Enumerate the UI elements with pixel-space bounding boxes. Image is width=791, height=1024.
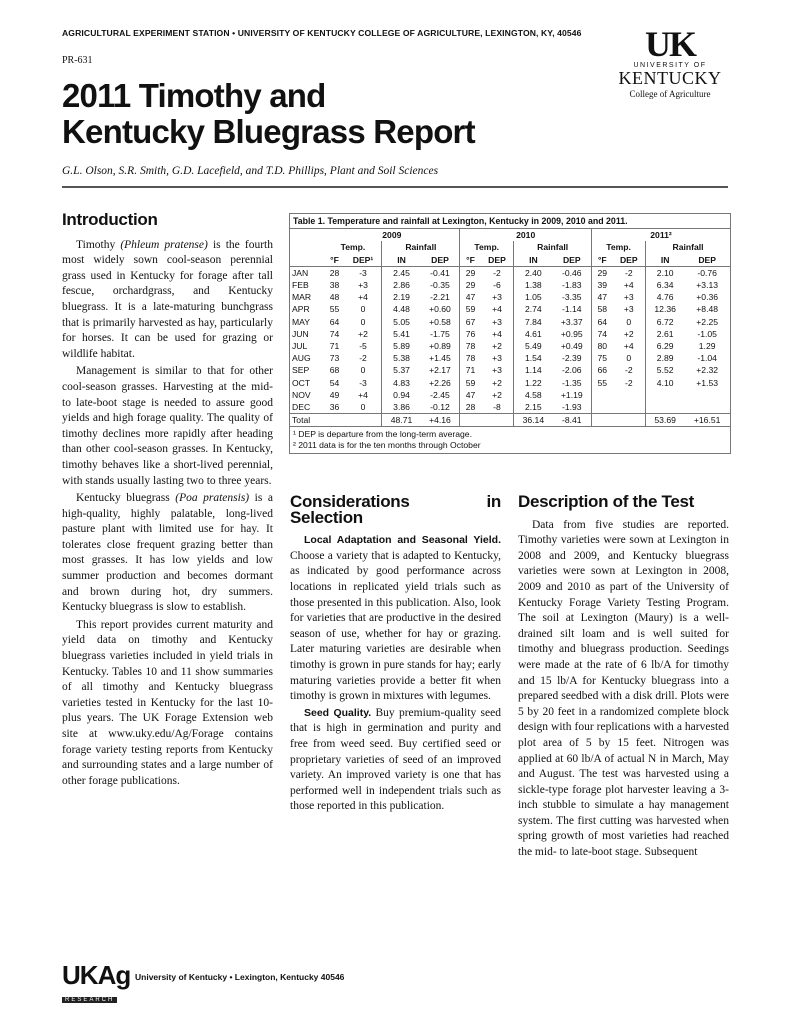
publication-number: PR-631 (62, 55, 93, 66)
table-row (290, 328, 730, 340)
value-cell: +3 (623, 304, 634, 315)
value-cell: 64 (329, 316, 340, 327)
value-cell: -8 (493, 402, 501, 413)
total-cell (460, 414, 481, 427)
value-cell: +0.49 (560, 341, 583, 352)
value-cell: +4 (358, 389, 368, 400)
group-rainfall: Rainfall (382, 241, 460, 253)
value-cell: 2.15 (514, 401, 553, 414)
value-cell: +4 (358, 292, 368, 303)
value-cell (592, 389, 613, 401)
value-cell: -6 (493, 280, 501, 291)
value-cell: 7.84 (514, 316, 553, 328)
value-cell: +0.89 (429, 341, 451, 352)
title-rule (62, 186, 728, 188)
description-heading: Description of the Test (518, 492, 695, 511)
university-address: UNIVERSITY OF KENTUCKY COLLEGE OF AGRICULTURE, LEXINGTON, KY, 40546 (237, 28, 582, 38)
table-row (290, 364, 730, 376)
value-cell: 1.29 (698, 341, 716, 352)
table-row (290, 316, 730, 328)
logo-kentucky: KENTUCKY (618, 68, 722, 88)
value-cell: 66 (592, 364, 613, 376)
value-cell: 2.89 (646, 352, 685, 364)
value-cell: 71 (329, 341, 340, 352)
table-caption: Table 1. Temperature and rainfall at Lexington, Kentucky in 2009, 2010 and 2011. (290, 214, 730, 229)
value-cell (684, 401, 730, 414)
value-cell: 28 (329, 267, 340, 278)
footer-logo-research: RESEARCH (62, 997, 117, 1003)
value-cell: 47 (460, 291, 481, 303)
value-cell: 58 (592, 303, 613, 315)
value-cell: -0.46 (561, 267, 582, 278)
value-cell: +3.13 (696, 280, 719, 291)
subheader-cell: DEP (552, 254, 591, 267)
authors: G.L. Olson, S.R. Smith, G.D. Lacefield, and T.D. Phillips, Plant and Soil Sciences (62, 165, 439, 177)
value-cell: +4 (492, 328, 502, 339)
subheader-cell: DEP¹ (345, 254, 382, 267)
subheader-cell: DEP (613, 254, 646, 267)
value-cell: 80 (592, 340, 613, 352)
footnote-2: ² 2011 data is for the ten months through October (293, 440, 481, 451)
value-cell: 4.48 (382, 303, 421, 315)
month-cell: JUL (292, 341, 308, 352)
table-row (290, 303, 730, 315)
group-temp: Temp. (592, 241, 646, 253)
value-cell: 5.89 (382, 340, 421, 352)
group-temp: Temp. (340, 242, 366, 253)
considerations-paragraph-1: Local Adaptation and Seasonal Yield. Choose a variety that is adapted to Kentucky, as indicated by good performance across locations in replicated yield trials such as those presented in this publication. Also, look for varieties that are productive in the desired season of use, whether for hay or grazing. Later maturing varieties are desirable when timothy is grown in pure stands for hay; early maturing varieties provide a better fit when timothy is grown in mixtures with legumes. (290, 534, 501, 703)
value-cell: 36 (329, 402, 340, 413)
description-paragraph-1: Data from five studies are reported. Timothy varieties were sown at Lexington in 2008 and 2009, and Kentucky bluegrass varieties were sown at Lexington in 2008, 2009 and 2010 as part of the University of Kentucky Forage Variety Testing Program. The soil at Lexington (Maury) is a well-drained silt loam and is well suited for timothy and bluegrass production. Seedings were made at the rate of 6 lb/A for timothy and 15 lb/A for Kentucky bluegrass into a prepared seedbed with a disk drill. Plots were 5 by 20 feet in a randomized complete block design with four replications with a harvested plot area of 5 by 15 feet. Nitrogen was applied at 60 lb/A of actual N in March, May and August. The test was harvested using a sickle-type forage plot harvester leaving a 3-inch stubble to simulate a hay management system. The first cutting was harvested when spring growth of most varieties had reached the mid- to late-boot stage. Subsequent (518, 518, 729, 859)
value-cell: 59 (460, 303, 481, 315)
year-2009: 2009 (382, 230, 402, 241)
table-row (290, 401, 730, 414)
header-separator: • (229, 28, 238, 38)
value-cell: 67 (460, 316, 481, 328)
value-cell: -3.35 (561, 292, 582, 303)
title-line-2: Kentucky Bluegrass Report (62, 113, 475, 150)
value-cell: +3 (492, 316, 502, 327)
value-cell: -0.41 (430, 267, 450, 278)
value-cell: 64 (592, 316, 613, 328)
value-cell: +1.53 (696, 377, 719, 388)
value-cell: +1.45 (429, 353, 451, 364)
total-cell: -8.41 (552, 414, 591, 427)
value-cell: 48 (329, 292, 340, 303)
table-footnotes (290, 426, 730, 453)
considerations-paragraph-2: Seed Quality. Buy premium-quality seed that is high in germination and purity and free from weed seed. Buy certified seed or proprietary varieties of seed of an improved variety. An improved variety is one that has performed well in independent trials such as those reported in this publication. (290, 706, 501, 813)
table-row (290, 377, 730, 389)
month-cell: OCT (292, 377, 311, 388)
month-cell: DEC (292, 402, 311, 413)
total-cell (613, 414, 646, 427)
value-cell: +2 (492, 377, 502, 388)
value-cell: 0 (360, 304, 366, 315)
total-cell (481, 414, 514, 427)
value-cell: 38 (329, 280, 340, 291)
group-temp: Temp. (460, 241, 514, 253)
value-cell: 2.74 (514, 303, 553, 315)
value-cell: 4.58 (514, 389, 553, 401)
value-cell: 1.54 (514, 352, 553, 364)
footer-logo-uk: UK (62, 960, 98, 990)
value-cell: -3 (359, 377, 367, 388)
footnote-1: ¹ DEP is departure from the long-term average. (293, 429, 472, 440)
introduction-section (62, 212, 273, 789)
value-cell: 0 (360, 402, 366, 413)
value-cell: 78 (460, 340, 481, 352)
total-cell: 36.14 (514, 414, 553, 427)
value-cell: 4.83 (382, 377, 421, 389)
value-cell: 73 (329, 353, 340, 364)
total-row (290, 414, 730, 427)
value-cell: 2.86 (382, 279, 421, 291)
value-cell: -2 (624, 377, 633, 388)
value-cell: 29 (460, 279, 481, 291)
total-cell (592, 414, 613, 427)
value-cell: 0.94 (382, 389, 421, 401)
subheader-cell: DEP (421, 254, 460, 267)
value-cell: 76 (460, 328, 481, 340)
title-line-1: 2011 Timothy and (62, 77, 326, 114)
station-header (62, 28, 582, 38)
table-row (290, 340, 730, 352)
table-row (290, 352, 730, 364)
value-cell: +4 (492, 304, 502, 315)
value-cell: 39 (592, 279, 613, 291)
value-cell: 5.41 (382, 328, 421, 340)
value-cell: +3 (492, 365, 502, 376)
value-cell: 59 (460, 377, 481, 389)
value-cell: +2.25 (696, 316, 719, 327)
value-cell: -0.35 (430, 280, 450, 291)
value-cell: +2.26 (429, 377, 451, 388)
subheader-cell: °F (460, 254, 481, 267)
value-cell: 29 (592, 266, 613, 279)
value-cell: -1.93 (561, 402, 582, 413)
value-cell: +2 (358, 328, 368, 339)
month-cell: APR (292, 304, 310, 315)
value-cell: 47 (460, 389, 481, 401)
footer-address: University of Kentucky • Lexington, Kentucky 40546 (135, 972, 345, 982)
page-title (62, 78, 475, 150)
value-cell: -2 (359, 353, 367, 364)
month-cell: NOV (292, 389, 311, 400)
month-cell: MAY (292, 316, 310, 327)
value-cell: +3.37 (560, 316, 583, 327)
value-cell: +2 (492, 389, 502, 400)
intro-paragraph-4: This report provides current maturity and yield data on timothy and Kentucky bluegrass varieties included in yield trials in Kentucky. Tables 10 and 11 show summaries of all timothy and Kentucky bluegrass varieties tested in Kentucky for the last 10-plus years. The UK Forage Extension web site at www.uky.edu/Ag/Forage contains forage variety testing reports from Kentucky and surrounding states and a large number of other forage publications. (62, 618, 273, 787)
value-cell (613, 401, 646, 414)
value-cell: 0 (360, 316, 366, 327)
subheader-cell: °F (324, 254, 344, 267)
seed-quality-runin: Seed Quality. (304, 706, 372, 719)
intro-paragraph-3: Kentucky bluegrass (Poa pratensis) is a high-quality, highly palatable, long-lived pasture plant with limited use for hay. It tolerates close frequent grazing better than most grasses. It has low yields and low summer production and becomes dormant and brown during hot, dry summers. Kentucky bluegrass is slow to establish. (62, 492, 273, 614)
value-cell: 2.10 (646, 266, 685, 279)
value-cell: 1.22 (514, 377, 553, 389)
description-section (518, 494, 729, 861)
value-cell: 3.86 (382, 401, 421, 414)
value-cell: 4.61 (514, 328, 553, 340)
value-cell: +2.32 (696, 365, 719, 376)
value-cell (684, 389, 730, 401)
value-cell: 2.40 (514, 266, 553, 279)
ukag-research-logo (62, 962, 130, 1006)
value-cell: 1.05 (514, 291, 553, 303)
table-row (290, 389, 730, 401)
month-cell: JUN (292, 328, 309, 339)
value-cell: -3 (359, 267, 367, 278)
value-cell: -2 (624, 267, 633, 278)
intro-paragraph-1: Timothy (Phleum pratense) is the fourth most widely sown cool-season perennial grass used in Kentucky for forage after tall fescue, orchardgrass, and Kentucky bluegrass. It is a late-maturing bunchgrass that is primarily harvested as hay, particularly for horses. It can be used for grazing or wildlife habitat. (62, 238, 273, 360)
considerations-heading: Considerations in Selection (290, 492, 501, 527)
value-cell: 74 (329, 328, 340, 339)
value-cell: 5.05 (382, 316, 421, 328)
value-cell: -1.83 (561, 280, 582, 291)
value-cell: +1.19 (560, 389, 583, 400)
value-cell: -2.45 (430, 389, 450, 400)
value-cell: 75 (592, 352, 613, 364)
logo-university-of: UNIVERSITY OF (633, 62, 707, 69)
year-2011: 2011² (592, 229, 730, 242)
total-cell (324, 414, 344, 427)
value-cell: +2 (623, 328, 634, 339)
total-label: Total (290, 414, 324, 427)
value-cell: +2 (492, 341, 502, 352)
local-adaptation-runin: Local Adaptation and Seasonal Yield. (304, 534, 501, 547)
table-row (290, 291, 730, 303)
month-cell: JAN (292, 267, 309, 278)
group-rainfall: Rainfall (514, 241, 592, 253)
subheader-cell: IN (382, 254, 421, 267)
value-cell: +3 (623, 292, 634, 303)
value-cell: -2.06 (561, 365, 582, 376)
value-cell: -2 (624, 365, 633, 376)
year-2010: 2010 (460, 229, 592, 242)
value-cell: 4.10 (646, 377, 685, 389)
value-cell: -1.14 (561, 304, 582, 315)
table-row (290, 279, 730, 291)
subheader-cell: DEP (684, 254, 730, 267)
value-cell (646, 389, 685, 401)
value-cell: +0.36 (696, 292, 719, 303)
value-cell: 6.72 (646, 316, 685, 328)
logo-uk: UK (645, 24, 695, 64)
month-cell: MAR (292, 292, 312, 303)
value-cell: 29 (460, 266, 481, 279)
value-cell: 49 (329, 389, 340, 400)
value-cell: -5 (359, 341, 367, 352)
value-cell: 2.61 (646, 328, 685, 340)
value-cell: +4 (623, 280, 634, 291)
uk-college-logo (610, 24, 730, 99)
total-cell: 53.69 (646, 414, 685, 427)
value-cell: +0.95 (560, 328, 583, 339)
value-cell: 6.29 (646, 340, 685, 352)
value-cell: +2.17 (429, 365, 451, 376)
footer-logo-ag: Ag (97, 960, 131, 990)
total-cell (345, 414, 382, 427)
total-cell: +16.51 (684, 414, 730, 427)
value-cell: +4 (623, 341, 634, 352)
value-cell: 5.52 (646, 364, 685, 376)
value-cell: 28 (460, 401, 481, 414)
value-cell: 47 (592, 291, 613, 303)
table-1 (289, 213, 731, 454)
introduction-heading: Introduction (62, 210, 158, 229)
value-cell: +8.48 (696, 304, 719, 315)
logo-college: College of Agriculture (629, 89, 711, 99)
subheader-cell: DEP (481, 254, 514, 267)
value-cell: -1.75 (430, 328, 450, 339)
value-cell: -1.04 (697, 353, 717, 364)
value-cell: 5.49 (514, 340, 553, 352)
month-cell: AUG (292, 353, 311, 364)
value-cell: -1.05 (697, 328, 717, 339)
station-name: AGRICULTURAL EXPERIMENT STATION (62, 28, 230, 38)
value-cell: 4.76 (646, 291, 685, 303)
value-cell: 54 (329, 377, 340, 388)
month-cell: FEB (292, 280, 309, 291)
value-cell: 5.37 (382, 364, 421, 376)
value-cell: 71 (460, 364, 481, 376)
month-cell: SEP (292, 365, 310, 376)
value-cell: 1.14 (514, 364, 553, 376)
value-cell: 2.45 (382, 266, 421, 279)
value-cell: -0.12 (430, 402, 450, 413)
group-rainfall: Rainfall (646, 241, 730, 253)
value-cell: +3 (492, 353, 502, 364)
value-cell: 74 (592, 328, 613, 340)
value-cell: -0.76 (697, 267, 717, 278)
value-cell (646, 401, 685, 414)
value-cell: 55 (592, 377, 613, 389)
value-cell: 1.38 (514, 279, 553, 291)
considerations-section (290, 494, 501, 815)
value-cell: 2.19 (382, 291, 421, 303)
subheader-cell: IN (646, 254, 685, 267)
value-cell: +3 (358, 280, 368, 291)
value-cell: 0 (360, 365, 366, 376)
value-cell: +0.60 (429, 304, 451, 315)
value-cell: +0.58 (429, 316, 451, 327)
subheader-cell: °F (592, 254, 613, 267)
value-cell: 78 (460, 352, 481, 364)
total-cell: 48.71 (382, 414, 421, 427)
value-cell: 55 (329, 304, 340, 315)
value-cell: +3 (492, 292, 502, 303)
value-cell: 68 (329, 365, 340, 376)
subheader-cell: IN (514, 254, 553, 267)
value-cell: 0 (626, 353, 632, 364)
value-cell: 5.38 (382, 352, 421, 364)
value-cell: 6.34 (646, 279, 685, 291)
value-cell: -2 (493, 267, 501, 278)
value-cell (613, 389, 646, 401)
value-cell: 0 (626, 316, 632, 327)
value-cell: -1.35 (561, 377, 582, 388)
intro-paragraph-2: Management is similar to that for other cool-season grasses. Harvesting at the mid- to late-boot stage is needed to assure good yields and high forage quality. The quality of timothy declines more rapidly after heading than other cool-season grasses. In Kentucky, timothy behaves like a short-lived perennial, with stands usually lasting two to three years. (62, 365, 273, 487)
total-cell: +4.16 (421, 414, 460, 427)
value-cell: -2.39 (561, 353, 582, 364)
value-cell (592, 401, 613, 414)
table-row (290, 266, 730, 279)
value-cell: 12.36 (646, 303, 685, 315)
value-cell: -2.21 (430, 292, 450, 303)
